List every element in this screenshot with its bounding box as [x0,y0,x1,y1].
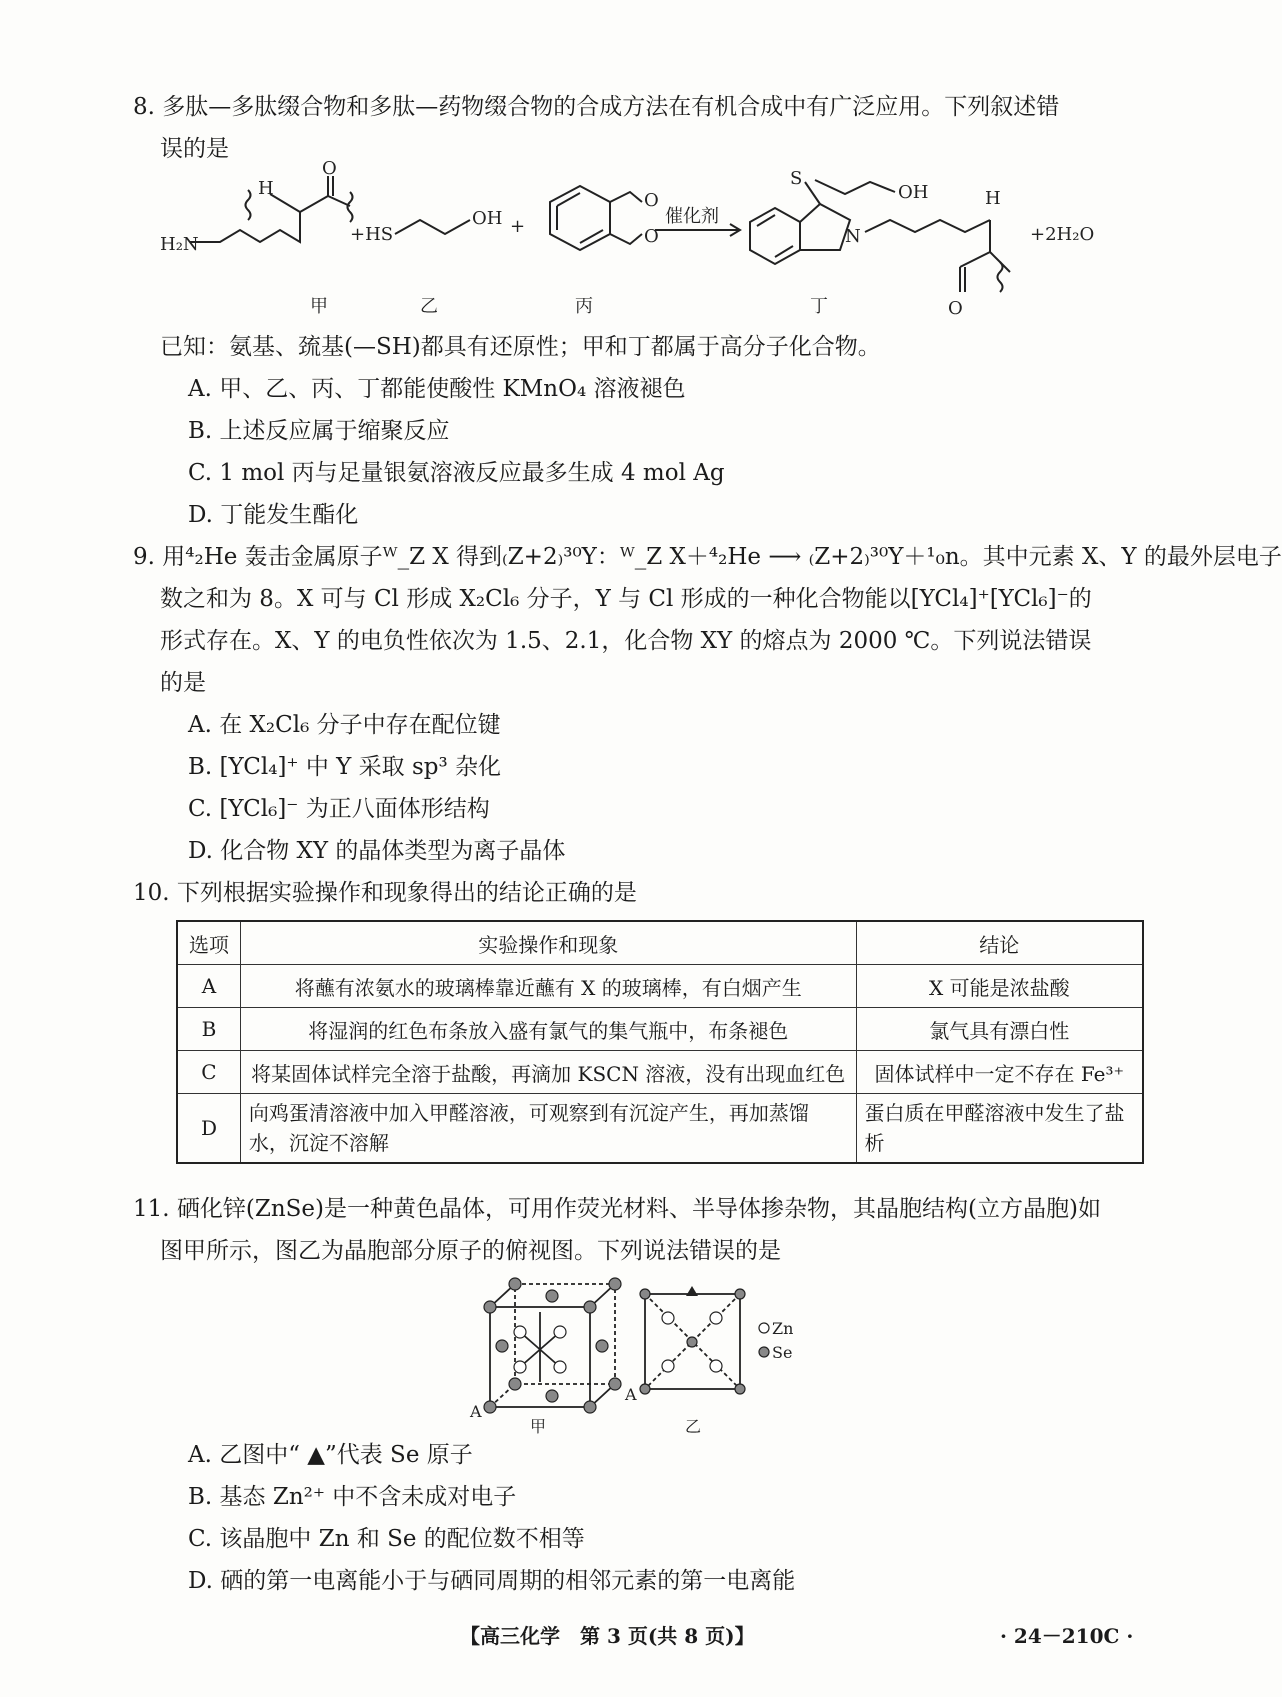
q9-stem-line4: 的是 [160,670,206,696]
row-a-conclusion: X 可能是浓盐酸 [856,965,1143,1008]
n-label-ding: N [845,226,861,247]
plus-sign: + [510,216,526,237]
q9-option-d: D. 化合物 XY 的晶体类型为离子晶体 [188,838,566,864]
q11-option-a: A. 乙图中“ ▲”代表 Se 原子 [188,1442,473,1468]
label-ding: 丁 [810,296,828,317]
o-label-ding: O [948,298,963,319]
o-label-bing-2: O [644,226,659,247]
hs-label: +HS [350,224,394,245]
row-b-conclusion: 氯气具有漂白性 [856,1008,1143,1051]
o-label-bing-1: O [644,190,659,211]
legend-zn: Zn [772,1319,794,1338]
header-conclusion: 结论 [856,921,1143,965]
plus-water-label: +2H₂O [1030,224,1095,245]
label-a-yi: A [625,1385,637,1404]
row-d-conclusion: 蛋白质在甲醛溶液中发生了盐析 [856,1094,1143,1164]
label-jia: 甲 [310,296,328,317]
table-row [177,1051,1143,1094]
oh-label-ding: OH [898,182,929,203]
row-d-operation: 向鸡蛋清溶液中加入甲醛溶液，可观察到有沉淀产生，再加蒸馏水，沉淀不溶解 [240,1094,856,1164]
s-label-ding: S [790,168,803,189]
row-c-conclusion: 固体试样中一定不存在 Fe³⁺ [856,1051,1143,1094]
q9-option-c: C. [YCl₆]⁻ 为正八面体形结构 [188,796,490,822]
q8-known: 已知：氨基、巯基(—SH)都具有还原性；甲和丁都属于高分子化合物。 [160,334,881,360]
q9-stem-line2: 数之和为 8。X 可与 Cl 形成 X₂Cl₆ 分子，Y 与 Cl 形成的一种化合物能以[YCl₄]⁺[YCl₆]⁻的 [160,586,1092,612]
nh-label-jia: H [258,178,274,199]
q8-option-a: A. 甲、乙、丙、丁都能使酸性 KMnO₄ 溶液褪色 [188,376,686,402]
q10-stem: 10. 下列根据实验操作和现象得出的结论正确的是 [133,880,637,906]
q8-reaction-scheme [150,158,1130,332]
row-d-option: D [177,1094,240,1164]
q11-option-c: C. 该晶胞中 Zn 和 Se 的配位数不相等 [188,1526,585,1552]
triangle-marker-icon [686,1286,698,1296]
q11-crystal-figure [460,1272,820,1442]
q8-option-d: D. 丁能发生酯化 [188,502,359,528]
label-a-jia: A [470,1402,482,1421]
label-yi: 乙 [420,296,438,317]
q8-stem-line2: 误的是 [160,136,229,162]
catalyst-label: 催化剂 [665,206,719,227]
q9-stem-line3: 形式存在。X、Y 的电负性依次为 1.5、2.1，化合物 XY 的熔点为 2000 ℃。下列说法错误 [160,628,1092,654]
table-row [177,965,1143,1008]
q9-stem-line1: 9. 用⁴₂He 轰击金属原子ᵂ_Z X 得到₍Z+2₎³⁰Y：ᵂ_Z X＋⁴₂He ⟶ ₍Z+2₎³⁰Y＋¹₀n。其中元素 X、Y 的最外层电子 [133,544,1282,570]
row-c-option: C [177,1051,240,1094]
caption-jia: 甲 [530,1417,547,1436]
row-a-operation: 将蘸有浓氨水的玻璃棒靠近蘸有 X 的玻璃棒，有白烟产生 [240,965,856,1008]
footer-page-info: 【高三化学 第 3 页(共 8 页)】 [460,1624,755,1648]
footer-code: · 24－210C · [1000,1624,1134,1648]
caption-yi: 乙 [685,1417,702,1436]
h2n-label: H₂N [160,234,199,255]
q11-option-d: D. 硒的第一电离能小于与硒同周期的相邻元素的第一电离能 [188,1568,796,1594]
row-c-operation: 将某固体试样完全溶于盐酸，再滴加 KSCN 溶液，没有出现血红色 [240,1051,856,1094]
legend-se: Se [772,1343,793,1362]
q10-experiment-table [176,920,1144,1164]
se-legend-icon [759,1347,769,1357]
table-row [177,1094,1143,1164]
row-b-operation: 将湿润的红色布条放入盛有氯气的集气瓶中，布条褪色 [240,1008,856,1051]
q8-stem-line1: 8. 多肽—多肽缀合物和多肽—药物缀合物的合成方法在有机合成中有广泛应用。下列叙述错 [133,94,1060,120]
q9-option-b: B. [YCl₄]⁺ 中 Y 采取 sp³ 杂化 [188,754,502,780]
row-a-option: A [177,965,240,1008]
oh-label-yi: OH [472,208,503,229]
q11-stem-line1: 11. 硒化锌(ZnSe)是一种黄色晶体，可用作荧光材料、半导体掺杂物，其晶胞结构(立方晶胞)如 [133,1196,1101,1222]
nh-label-ding: H [985,188,1001,209]
table-header-row [177,921,1143,965]
row-b-option: B [177,1008,240,1051]
o-label-jia: O [322,158,337,179]
q8-option-b: B. 上述反应属于缩聚反应 [188,418,450,444]
header-option: 选项 [177,921,240,965]
q9-option-a: A. 在 X₂Cl₆ 分子中存在配位键 [188,712,501,738]
zn-legend-icon [759,1323,769,1333]
q11-stem-line2: 图甲所示，图乙为晶胞部分原子的俯视图。下列说法错误的是 [160,1238,781,1264]
table-row [177,1008,1143,1051]
label-bing: 丙 [575,296,593,317]
q8-option-c: C. 1 mol 丙与足量银氨溶液反应最多生成 4 mol Ag [188,460,725,486]
header-operation: 实验操作和现象 [240,921,856,965]
q11-option-b: B. 基态 Zn²⁺ 中不含未成对电子 [188,1484,517,1510]
